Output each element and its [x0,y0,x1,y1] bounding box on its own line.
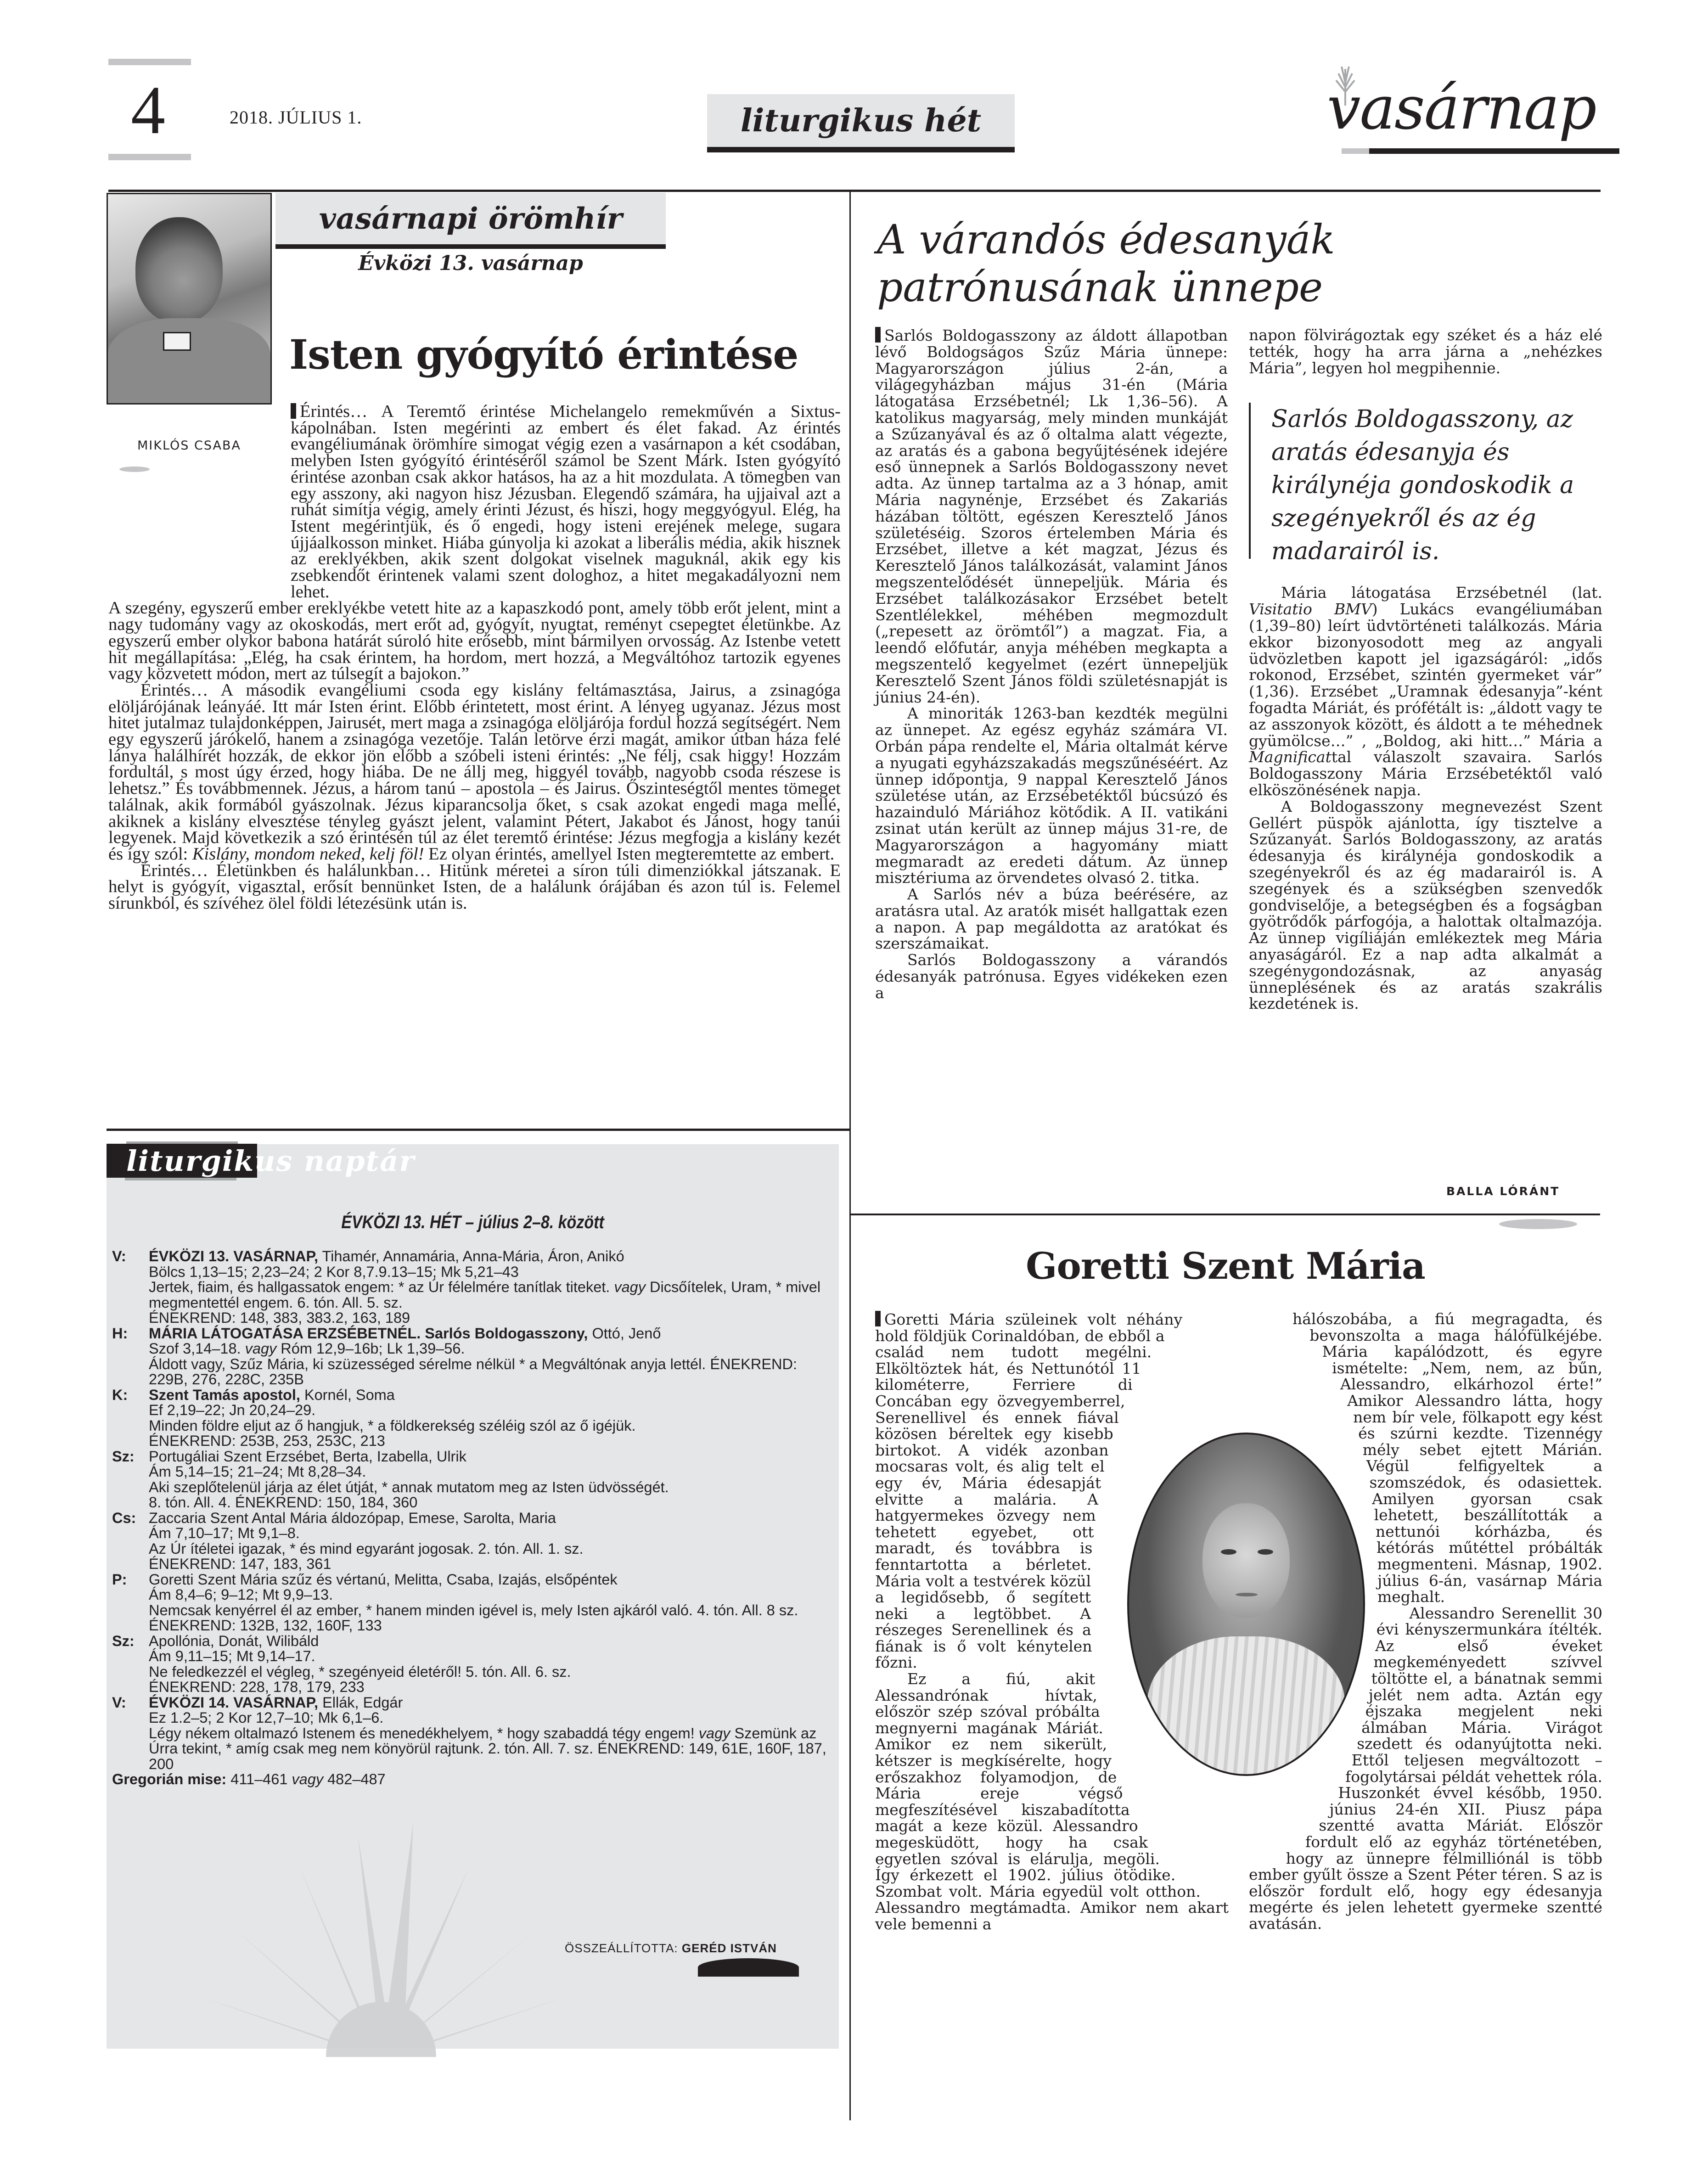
article-title: A várandós édesanyák patrónusának ünnepe [877,216,1335,311]
goretti-column-1 [875,1311,1229,1933]
calendar-header: liturgikus naptár [126,1144,415,1178]
article-paragraph: Sarlós Boldogasszony a várandós édesanyák patrónusa. Egyes vidékeken ezen a [875,951,1228,1002]
homily-column-label-text: vasárnapi örömhír [319,201,623,236]
homily-paragraph: Érintés… A Teremtő érintése Michelangelo remekművén a Sixtus-kápolnában. Isten megérinti az embert és élet fakad. Az érintés evangéliumának örömhíre simogat végig ezen a vasárnapon a két csodában, melyben Isten gyógyító érintéséről számol be Szent Márk. Isten gyógyító érintése azonban csak akkor hatásos, ha az a hit mozdulata. A tömegben van egy asszony, aki nagyon hisz Jézusban. Elegendő számára, ha ujjaival azt a ruhát simítja végig, amely érinti Jézust, és hiszi, hogy meggyógyul. Elég, ha Istent megérintjük, és ő engedi, hogy isteni erejének melege, sugara újjáalkosson minket. Hiába gúnyolja ki azokat a liberális média, akik hisznek az ereklyékben, akik szent dolgokat viselnek maguknál, akik egy kis zsebkendőt érintenek valami szent dologhoz, a hitet megakadályozni nem lehet. [291,402,841,601]
author-photo [107,193,272,405]
article-author: BALLA LÓRÁNT [1446,1185,1560,1198]
calendar-entry: V: ÉVKÖZI 14. VASÁRNAP, Ellák, Edgár Ez 1.2–5; 2 Kor 12,7–10; Mk 6,1–6. Légy nékem oltalmazó Istenem és menedékhelyem, * hogy szabaddá tégy engem! vagy Szemünk az Úrra tekint, * amíg csak meg nem könyörül rajtunk. 2. tón. All. 7. sz. ÉNEKREND: 149, 61E, 160F, 187, 200 [112,1694,826,1772]
calendar-entry: V: ÉVKÖZI 13. VASÁRNAP, Tihamér, Annamária, Anna-Mária, Áron, Anikó Bölcs 1,13–15; 2,23–24; 2 Kor 8,7.9.13–15; Mk 5,21–43 Jertek, fiaim, és hallgassatok engem: * az Úr félelmére tanítlak titeket. vagy Dicsőítelek, Uram, * mivel megmentettél engem. 6. tón. All. 5. sz. ÉNEKREND: 148, 383, 383.2, 163, 189 [112,1248,821,1326]
section-label [707,94,1015,152]
calendar-credit: ÖSSZEÁLLÍTOTTA: GERÉD ISTVÁN [565,1941,777,1955]
article-paragraph: napon fölvirágoztak egy széket és a ház elé tették, hogy ha arra járna a „nehézkes Mária”, legyen hol megpihennie. [1249,326,1602,377]
article-bottom-rule [851,1214,1600,1215]
calendar-entry: K: Szent Tamás apostol, Kornél, Soma Ef 2,19–22; Jn 20,24–29. Minden földre eljut az ő hangjuk, * a földkerekség széléig szól az ő igéjük. ÉNEKREND: 253B, 253, 253C, 213 [112,1386,636,1449]
homily-bottom-rule [107,1129,849,1131]
calendar-entry: H: MÁRIA LÁTOGATÁSA ERZSÉBETNÉL. Sarlós Boldogasszony, Ottó, Jenő Szof 3,14–18. vagy Róm 12,9–16b; Lk 1,39–56. Áldott vagy, Szűz Mária, ki szüzességed sérelme nélkül * a Megváltónak anyja lettél. ÉNEKREND: 229B, 276, 228C, 235B [112,1325,797,1388]
homily-column-label [275,193,666,249]
credit-decor-oval [698,1958,799,1977]
calendar-list [112,1249,837,1787]
goretti-paragraph: hálószobába, a fiú megragadta, és bevonszolta a maga hálófülkéjébe. Mária kapálódzott, és egyre ismételte: „Nem, nem, az bűn, Alessandro, elkárhozol érte!” Amikor Alessandro látta, hogy nem bír vele, fölkapott egy kést és szúrni kezdte. Tizennégy mély sebet ejtett Márián. Végül felfigyeltek a szomszédok, és odasiettek. Amilyen gyorsan csak lehetett, beszállították a nettunói kórházba, és kétórás műtéttel próbálták megmenteni. Másnap, 1902. július 6-án, vasárnap Mária meghalt. [1292,1310,1602,1606]
goretti-paragraph: Ez a fiú, akit Alessandrónak hívtak, először szép szóval próbálta megnyerni magának Máriát. Amikor ez nem sikerült, kétszer is megkísérelte, hogy erőszakhoz folyamodjon, de Mária ereje végső megfeszítésével kiszabadította magát a keze közül. Alessandro megesküdött, hogy ha csak egyetlen szóval is elárulja, megöli. Így érkezett el 1902. július ötödike. Szombat volt. Mária egyedül volt otthon. Alessandro megtámadta. Amikor nem akart vele bemenni a [875,1670,1229,1933]
homily-title: Isten gyógyító érintése [289,331,798,378]
sun-burst-decor-icon [174,1781,588,2057]
calendar-entry: P: Goretti Szent Mária szűz és vértanú, Melitta, Csaba, Izajás, elsőpéntek Ám 8,4–6; 9–12; Mt 9,9–13. Nemcsak kenyérrel él az ember, * hanem minden igével is, mely Isten ajkáról való. 4. tón. All. 8 sz. ÉNEKREND: 132B, 132, 160F, 133 [112,1571,798,1634]
lead-marker-icon [291,403,296,419]
homily-paragraph: Érintés… A második evangéliumi csoda egy kislány feltámasztása, Jairus, a zsinagóga elöljárójának leányáé. Itt már Isten érint. Előbb érintetett, most érint. A lényeg ugyanaz. Jézus most hitet jutalmaz tulajdonképpen, Jairusét, mert maga a zsinagóga elöljárója fordul hozzá segítségért. Nem egy egyszerű járókelő, hanem a zsinagóga vezetője. Talán letörve érzi magát, amikor útban háza felé lánya halálhírét hozzák, de ekkor jön előbb a szóbeli isteni érintés: „Ne félj, csak higgy! Hozzám fordultál, s most úgy érzed, hogy hiába. De ne állj meg, higgyél tovább, nagyobb csoda részese is lehetsz.” És továbbmennek. Jézus, a három tanú – apostola – és Jairus. Őszinteségtől mentes tömeget találnak, akik formából gyászolnak. Jézus kiparancsolja őket, s csak azokat engedi maga mellé, akiknek a kislány elvesztése tényleg gyászt jelent, valamint Pétert, Jakabot és Jánost, hogy tanúi legyenek. Majd következik a szó érintésén túl az élet teremtő érintése: Jézus megfogja a kislány kezét és így szól: Kislány, mondom neked, kelj föl! Ez olyan érintés, amellyel Isten megteremtette az embert. [108,680,841,864]
article-column-1 [875,327,1228,1001]
gregorian-mass: Gregorián mise: 411–461 vagy 482–487 [112,1771,386,1787]
homily-subtitle: Évközi 13. vasárnap [358,252,583,275]
calendar-day: Cs: [112,1509,136,1526]
homily-paragraph: A szegény, egyszerű ember ereklyékbe vetett hite az a kapaszkodó pont, amely több erőt jelent, mint a nagy tudomány vagy az okoskodás, mert erőt ad, gyógyít, nyugtat, reményt csepegtet életünkbe. Az egyszerű ember olykor babona határát súroló hite erősebb, mint bármilyen orvosság. Az Istenbe vetett hit megállapítása: „Elég, ha csak érintem, ha hordom, mert hozzá, a Megváltóhoz tartozik egyenes vagy közvetett módon, mert az túlsegít a bajokon.” [108,598,841,684]
lead-marker-icon [875,1311,881,1326]
page-number: 4 [131,72,165,148]
header-decor-bar-top [108,59,191,65]
homily-author: MIKLÓS CSABA [137,438,241,453]
article-paragraph: A Sarlós név a búza beérésére, az aratásra utal. Az aratók misét hallgattak ezen a napon. A pap megáldotta az aratókat és szerszámaikat. [875,885,1228,953]
calendar-day: Sz: [112,1632,135,1649]
header-rule [108,190,1601,192]
article-paragraph: A Boldogasszony megnevezést Szent Gellért püspök ajánlotta, így tisztelve a Szűzanyát. Sarlós Boldogasszony, az aratás édesanyja és királynéja gondoskodik a szegényekről és az ég madarairól is. A szegények és a szükségben szenvedők gondviselője, a betegségben és a fogságban gyötrődők párfogója, a halottak oltalmazója. Az ünnep vigíliáján emlékeztek meg Mária anyaságáról. Ez a nap adta alkalmát a szegénygondozásnak, az anyaság ünneplésének és az aratás szakrális kezdetének is. [1249,797,1602,1013]
author-photo-body [108,318,270,405]
lead-marker-icon [875,327,881,343]
goretti-paragraph: Alessandro Serenellit 30 évi kényszermunkára ítélték. Az első éveket megkeményedett szívvel töltötte el, a bánatnak semmi jelét nem adta. Aztán egy éjszaka megjelent neki álmában Mária. Virágot szedett és odanyújtotta neki. Ettől teljesen megváltozott – fogolytársai példát vehettek róla. Huszonkét évvel később, 1950. június 24-én XII. Piusz pápa szentté avatta Máriát. Először fordult elő az egyház történetében, hogy az ünnepre félmilliónál is több ember gyűlt össze a Szent Péter téren. S az is először fordult elő, hogy egy édesanyja megérte és jelen lehetett gyermeke szentté avatásán. [1249,1604,1602,1933]
calendar-entry: Cs: Zaccaria Szent Antal Mária áldozópap, Emese, Sarolta, Maria Ám 7,10–17; Mt 9,1–8. Az Úr ítéletei igazak, * és mind egyaránt jogosak. 2. tón. All. 1. sz. ÉNEKREND: 147, 183, 361 [112,1509,584,1572]
column-divider [849,192,851,2120]
calendar-header-accent-bottom [125,1178,236,1180]
calendar-day: Sz: [112,1448,135,1465]
article-paragraph: Sarlós Boldogasszony az áldott állapotban lévő Boldogságos Szűz Mária ünnepe: Magyarországon július 2-án, a világegyházban május 31-én (Mária látogatása Erzsébetnél; Lk 1,36–56). A katolikus magyarság, mely minden munkáját a Szűzanyával és az ő oltalma alatt végezte, az aratás és a gabona begyűjtésének idejére eső ünnepnek a Sarlós Boldogasszony nevet adta. Az ünnep tartalma az a 3 hónap, amit Mária nagynénje, Erzsébet és Zakariás házában töltött, egészen Keresztelő János születéséig. Szoros értelemben Mária és Erzsébet, illetve a két magzat, Jézus és Keresztelő János találkozását, valamint János megszentelődését ünnepeljük. Mária és Erzsébet találkozásakor Erzsébet betelt Szentlélekkel, méhében megmozdult („repesett az örömtől”) a magzat. Fia, a leendő előfutár, anyja méhében megkapta a megszentelő kegyelmet (ezért ünnepeljük Keresztelő Szent János földi születésnapját is június 24-én). [875,326,1228,706]
logo-underline-accent [1342,148,1369,154]
homily-body [108,403,841,912]
author-photo-head [135,217,223,323]
homily-quote: Kislány, mondom neked, kelj föl! [192,844,424,864]
calendar-week-title: ÉVKÖZI 13. HÉT – július 2–8. között [341,1212,604,1232]
author-photo-collar [163,332,191,351]
goretti-column-2 [1249,1311,1602,1932]
newspaper-logo: vasárnap [1327,73,1596,143]
header-decor-bar-bottom [108,154,191,160]
article-column-2 [1249,327,1602,1012]
issue-date: 2018. JÚLIUS 1. [230,107,362,128]
calendar-entry: Sz: Apollónia, Donát, Wilibáld Ám 9,11–15; Mt 9,14–17. Ne feledkezzél el végleg, * szegényeid életéről! 5. tón. All. 6. sz. ÉNEKREND: 228, 178, 179, 233 [112,1632,571,1695]
calendar-day: V: [112,1694,126,1711]
calendar-day: H: [112,1325,128,1342]
calendar-day: P: [112,1571,127,1588]
rule-decor-oval [1499,1219,1577,1229]
article-paragraph: A minoriták 1263-ban kezdték megülni az ünnepet. Az egész egyház számára VI. Orbán pápa rendelte el, Mária oltalmát kérve a nyugati egyházszakadás megszűnéséért. Az ünnep időpontja, 9 nappal Keresztelő János születése után, az Erzsébetéktől búcsúzó és hazainduló Máriához kötődik. A II. vatikáni zsinat után került az ünnep május 31-re, de Magyarországon a hagyomány miatt megmaradt az eredeti dátum. Az ünnep misztériuma az örvendetes olvasó 2. titka. [875,704,1228,887]
calendar-day: K: [112,1386,128,1403]
goretti-paragraph: Goretti Mária szüleinek volt néhány hold földjük Corinaldóban, de ebből a család nem tudott megélni. Elköltöztek hát, és Nettunótól 11 kilométerre, Ferriere di Concában egy özvegyemberrel, Serenellivel és ennek fiával közösen béreltek egy kisebb birtokot. A vidék azonban mocsaras volt, és alig telt el egy év, Mária édesapját elvitte a malária. A hatgyermekes özvegy nem tehetett egyebet, ott maradt, és továbbra is fenntartotta a bérletet. Mária volt a testvérek közül a legidősebb, ő segített neki a legtöbbet. A részeges Serenellinek és a fiának is ő volt kénytelen főzni. [875,1310,1183,1672]
homily-paragraph: Érintés… Életünkben és halálunkban… Hitünk méretei a síron túli dimenziókkal játszanak. E helyt is gyógyít, vigasztal, erősít bennünket Isten, de a halálunk órájában és azon túl is. Felemel sírunkból, és szívéhez ölel földi létezésünk után is. [108,860,841,913]
pull-quote: Sarlós Boldogasszony, az aratás édesanyja és királynéja gondoskodik a szegényekről és az ég madarairól is. [1249,403,1602,559]
goretti-title: Goretti Szent Mária [1026,1244,1425,1287]
calendar-day: V: [112,1248,126,1264]
calendar-entry: Sz: Portugáliai Szent Erzsébet, Berta, Izabella, Ulrik Ám 5,14–15; 21–24; Mt 8,28–34. Aki szeplőtelenül járja az élet útját, * annak mutatom meg az Isten üdvösségét. 8. tón. All. 4. ÉNEKREND: 150, 184, 360 [112,1448,669,1511]
logo-underline [1342,148,1619,154]
section-label-text: liturgikus hét [740,102,982,139]
article-paragraph: Mária látogatása Erzsébetnél (lat. Visitatio BMV) Lukács evangéliumában (1,39–80) leírt üdvtörténeti találkozás. Mária ekkor bizonyosodott meg az angyali üdvözletben kapott jel igazságáról: „idős rokonod, Erzsébet, szintén gyermeket vár” (1,36). Erzsébet „Uramnak édesanyja”-ként fogadta Máriát, és prófétált is: „áldott vagy te az asszonyok között, és áldott a te méhednek gyümölcse…” , „Boldog, aki hitt…” Mária a Magnificattal válaszolt szavaira. Sarlós Boldogasszony Mária Erzsébetéktől való elköszönésének napja. [1249,584,1602,799]
